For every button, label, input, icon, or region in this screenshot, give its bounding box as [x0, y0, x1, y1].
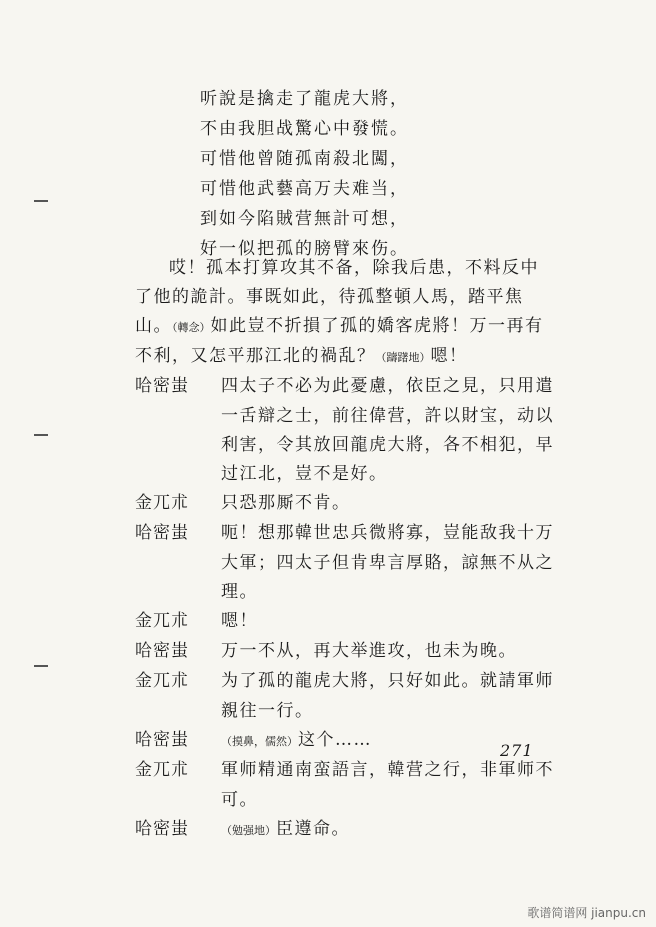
speaker-name: 哈密蚩 [135, 641, 189, 661]
margin-mark [34, 665, 48, 667]
verse-line: 好一似把孤的膀臂來伤。 [200, 239, 409, 259]
dialogue-text: 四太子不必为此憂慮，依臣之見，只用遣一舌辯之士，前往偉营，許以財宝，动以利害，令其放回龍虎大將，各不相犯，早过江北，豈不是好。 [221, 376, 554, 484]
verse-line: 听說是擒走了龍虎大將， [200, 89, 409, 109]
speaker-name: 金兀朮 [135, 760, 189, 780]
margin-mark [34, 434, 48, 436]
monologue-part: 嗯！ [430, 346, 468, 366]
dialogue-text: 臣遵命。 [276, 819, 350, 839]
watermark: 歌谱简谱网 jianpu.cn [527, 906, 646, 920]
speaker-name: 金兀朮 [135, 671, 189, 691]
speaker-name: 金兀朮 [135, 493, 189, 513]
dialogue-line [135, 372, 555, 489]
speaker-name: 哈密蚩 [135, 523, 189, 543]
speaker-name: 哈密蚩 [135, 730, 189, 750]
dialogue-text: 万一不从，再大举進攻，也未为晚。 [221, 641, 517, 661]
verse-line: 可惜他武藝高万夫难当， [200, 179, 409, 199]
page-number: 271 [500, 741, 534, 760]
speaker-name: 哈密蚩 [135, 376, 189, 396]
dialogue-line [135, 726, 555, 756]
stage-direction: （勉强地） [221, 824, 276, 837]
dialogue-line [135, 607, 555, 637]
monologue [135, 254, 555, 372]
margin-mark [34, 200, 48, 202]
dialogue-text: 为了孤的龍虎大將，只好如此。就請軍师親往一行。 [221, 671, 554, 721]
verse-line: 可惜他曾随孤南殺北闖， [200, 149, 409, 169]
stage-direction: （轉念） [172, 321, 211, 334]
dialogue-line [135, 637, 555, 667]
dialogue-text: 只恐那厮不肯。 [221, 493, 351, 513]
stage-direction: （躊躇地） [375, 351, 431, 364]
dialogue-line [135, 815, 555, 845]
dialogue-text: 嗯！ [221, 611, 258, 631]
dialogue-text: 呃！想那韓世忠兵微將寡，豈能敌我十万大軍；四太子但肯卑言厚賂，諒無不从之理。 [221, 523, 554, 602]
speaker-name: 哈密蚩 [135, 819, 189, 839]
script-body [135, 254, 555, 845]
monologue-part: 哎！孤本打算攻其不备，除我后患，不料反中了他的詭計。事既如此，待孤整頓人馬，踏平焦山。 [135, 258, 539, 336]
dialogue-line [135, 667, 555, 726]
dialogue-text: 軍师精通南蛮語言，韓营之行，非軍师不可。 [221, 760, 554, 810]
aria-verse [200, 84, 460, 264]
dialogue-line [135, 519, 555, 607]
verse-line: 不由我胆战驚心中發慌。 [200, 119, 409, 139]
monologue-part: 如此豈不折損了孤的嬌客虎將！万一再有不利，又怎平那江北的禍乱？ [135, 316, 544, 366]
dialogue-text: 这个…… [298, 730, 372, 750]
speaker-name: 金兀朮 [135, 611, 189, 631]
verse-line: 到如今陷賊营無計可想， [200, 209, 409, 229]
dialogue-line [135, 489, 555, 519]
dialogue-line [135, 756, 555, 815]
stage-direction: （摸鼻，儒然） [221, 735, 298, 748]
